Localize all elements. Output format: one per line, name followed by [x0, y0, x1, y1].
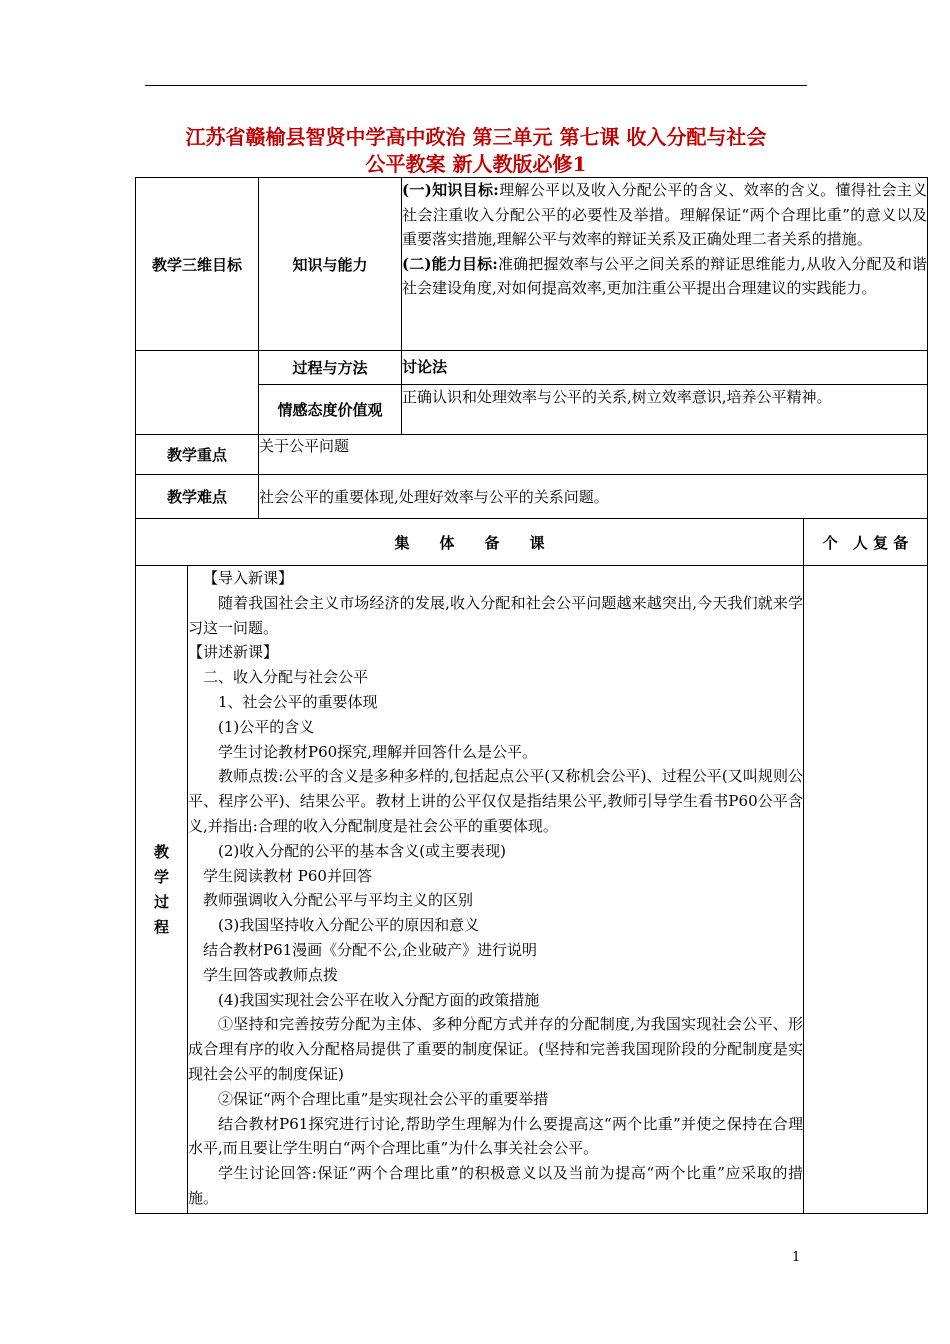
process-method-label: 过程与方法 — [259, 351, 402, 385]
process-line: 学生讨论教材P60探究,理解并回答什么是公平。 — [218, 742, 537, 761]
key-point-text: 关于公平问题 — [259, 435, 928, 475]
process-line: (4)我国实现社会公平在收入分配方面的政策措施 — [218, 990, 540, 1009]
process-line: 学生回答或教师点拨 — [203, 965, 339, 984]
difficulty-label: 教学难点 — [136, 475, 259, 519]
process-content — [188, 566, 804, 1214]
process-line: (3)我国坚持收入分配公平的原因和意义 — [218, 916, 480, 935]
process-line: 【讲述新课】 — [188, 643, 279, 662]
personal-prep-header: 个 人 复 备 — [804, 519, 928, 566]
title-line-1: 江苏省赣榆县智贤中学高中政治 第三单元 第七课 收入分配与社会 — [185, 125, 767, 149]
process-line: 二、收入分配与社会公平 — [203, 668, 369, 687]
process-line: 学生阅读教材 P60并回答 — [203, 866, 372, 885]
process-line: 随着我国社会主义市场经济的发展,收入分配和社会公平问题越来越突出,今天我们就来学习这一问题。 — [188, 593, 804, 637]
process-line: (2)收入分配的公平的基本含义(或主要表现) — [218, 841, 506, 860]
goals-label: 教学三维目标 — [136, 178, 259, 351]
collective-prep-header: 集 体 备 课 — [136, 519, 804, 566]
knowledge-goal-heading: (一)知识目标: — [402, 181, 499, 199]
process-line: (1)公平的含义 — [218, 717, 315, 736]
document-title — [135, 124, 817, 178]
header-rule — [145, 85, 807, 86]
process-label-char: 教 — [153, 842, 169, 861]
process-label — [136, 566, 188, 1214]
knowledge-goal-text: 理解公平以及收入分配公平的含义、效率的含义。懂得社会主义社会注重收入分配公平的必要性及举措。理解保证“两个合理比重”的意义以及重要落实措施,理解公平与效率的辩证关系及正确处理二者关系的措施。 — [402, 181, 928, 249]
knowledge-ability-content — [402, 178, 928, 351]
key-point-label: 教学重点 — [136, 435, 259, 475]
ability-goal-heading: (二)能力目标: — [402, 254, 498, 273]
emotion-values-text: 正确认识和处理效率与公平的关系,树立效率意识,培养公平精神。 — [402, 385, 928, 435]
lesson-plan-table — [135, 177, 928, 1214]
process-label-char: 过 — [153, 892, 169, 911]
process-label-char: 学 — [153, 867, 169, 886]
title-line-2: 公平教案 新人教版必修1 — [365, 152, 587, 176]
process-label-char: 程 — [153, 917, 169, 936]
process-line: 【导入新课】 — [203, 569, 294, 587]
ability-goal-text: 准确把握效率与公平之间关系的辩证思维能力,从收入分配及和谐社会建设角度,对如何提高效率,更加注重公平提出合理建议的实践能力。 — [402, 254, 928, 298]
knowledge-ability-label: 知识与能力 — [259, 178, 402, 351]
process-line: 1、社会公平的重要体现 — [218, 692, 378, 711]
page-number: 1 — [792, 1250, 801, 1265]
process-line: 学生讨论回答:保证“两个合理比重”的积极意义以及当前为提高“两个比重”应采取的措施。 — [188, 1164, 804, 1207]
difficulty-text: 社会公平的重要体现,处理好效率与公平的关系问题。 — [259, 475, 928, 519]
process-method-text: 讨论法 — [402, 351, 928, 385]
emotion-values-label: 情感态度价值观 — [259, 385, 402, 435]
process-line: 结合教材P61探究进行讨论,帮助学生理解为什么要提高这“两个比重”并使之保持在合理水平,而且要让学生明白“两个合理比重”为什么事关社会公平。 — [188, 1114, 804, 1158]
process-line: 教师点拨:公平的含义是多种多样的,包括起点公平(又称机会公平)、过程公平(又叫规则公平、程序公平)、结果公平。教材上讲的公平仅仅是指结果公平,教师引导学生看书P60公平含义,并指出:合理的收入分配制度是社会公平的重要体现。 — [188, 767, 804, 835]
process-line: ①坚持和完善按劳分配为主体、多种分配方式并存的分配制度,为我国实现社会公平、形成合理有序的收入分配格局提供了重要的制度保证。(坚持和完善我国现阶段的分配制度是实现社会公平的制度保证) — [188, 1015, 804, 1083]
process-line: 结合教材P61漫画《分配不公,企业破产》进行说明 — [203, 940, 537, 959]
goals-label-cont — [136, 351, 259, 435]
personal-prep-cell — [804, 566, 928, 1214]
process-line: ②保证“两个合理比重”是实现社会公平的重要举措 — [218, 1089, 549, 1108]
process-line: 教师强调收入分配公平与平均主义的区别 — [203, 891, 474, 910]
